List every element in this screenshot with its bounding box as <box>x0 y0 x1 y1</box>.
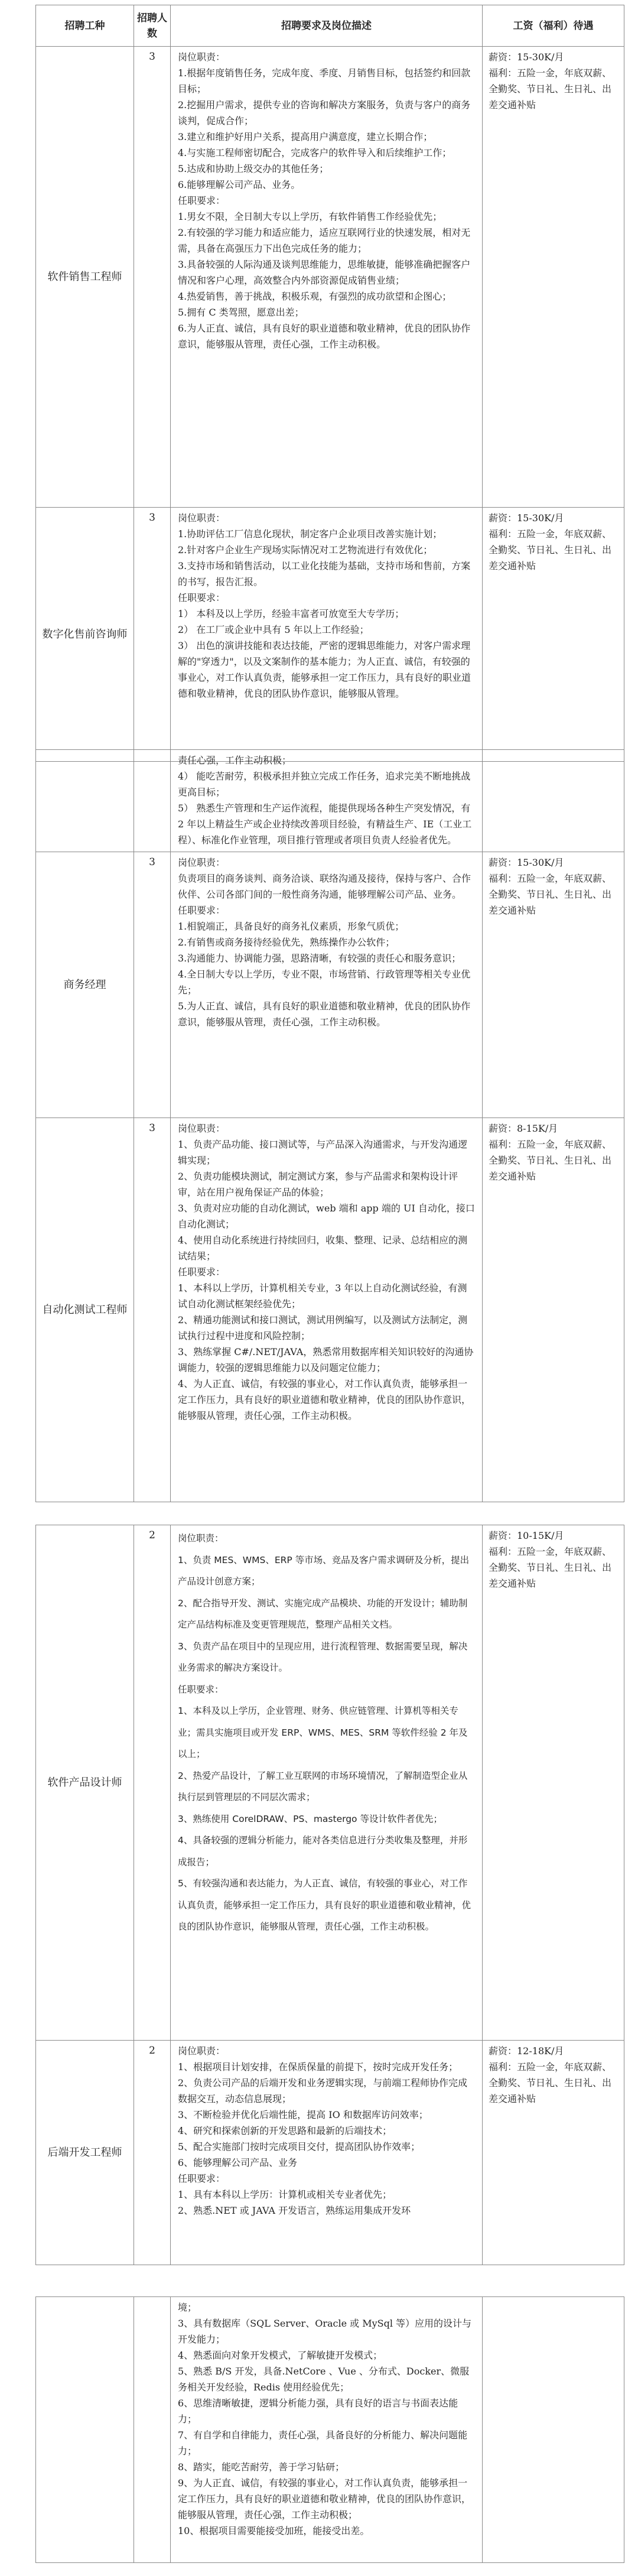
requirement-line: 任职要求： <box>178 592 226 603</box>
recruitment-table-page-3 <box>35 1525 624 2265</box>
job-requirements <box>171 852 483 1118</box>
requirement-line: 境； <box>178 2302 197 2313</box>
salary-line: 薪资：10-15K/月 <box>489 1530 564 1541</box>
job-salary <box>483 750 624 852</box>
requirement-line: 5.拥有 C 类驾照，愿意出差； <box>178 307 304 318</box>
requirement-line: 10、根据项目需要能接受加班，能接受出差。 <box>178 2525 370 2536</box>
requirement-line: 1、负责 MES、WMS、ERP 等市场、竞品及客户需求调研及分析，提出产品设计创意方案； <box>178 1554 470 1587</box>
job-headcount: 3 <box>134 508 171 762</box>
requirement-line: 4、研究和探索创新的开发思路和最新的后端技术； <box>178 2125 392 2136</box>
table-row <box>36 1118 624 1502</box>
requirement-line: 5.为人正直、诚信，具有良好的职业道德和敬业精神，优良的团队协作意识，能够服从管理，责任心强，工作主动积极。 <box>178 1000 471 1028</box>
requirement-line: 负责项目的商务谈判、商务洽谈、联络沟通及接待，保持与客户、合作伙伴、公司各部门间的一般性商务沟通，能够理解公司产品、业务。 <box>178 873 471 900</box>
requirement-line: 4） 能吃苦耐劳，积极承担并独立完成工作任务，追求完美不断地挑战更高目标； <box>178 771 471 798</box>
requirement-line: 1、本科以上学历，计算机相关专业，3 年以上自动化测试经验，有测试自动化测试框架经验优先； <box>178 1282 467 1310</box>
job-requirements <box>171 47 483 508</box>
job-requirements <box>171 750 483 852</box>
job-headcount <box>134 750 171 852</box>
requirement-line: 2、热爱产品设计，了解工业互联网的市场环境情况，了解制造型企业从执行层到管理层的不同层次需求； <box>178 1770 468 1802</box>
requirement-line: 任职要求： <box>178 2173 226 2184</box>
requirement-line: 4、具备较强的逻辑分析能力，能对各类信息进行分类收集及整理，并形成报告； <box>178 1835 468 1867</box>
job-title: 商务经理 <box>36 852 134 1118</box>
requirement-line: 4、为人正直、诚信，有较强的事业心，对工作认真负责，能够承担一定工作压力，具有良好的职业道德和敬业精神，优良的团队协作意识，能够服从管理，责任心强，工作主动积极。 <box>178 1378 471 1421</box>
requirement-line: 1.协助评估工厂信息化现状，制定客户企业项目改善实施计划； <box>178 528 442 540</box>
job-title: 数字化售前咨询师 <box>36 508 134 762</box>
requirement-line: 3、熟练掌握 C#/.NET/JAVA，熟悉常用数据库相关知识较好的沟通协调能力，较强的逻辑思维能力以及问题定位能力； <box>178 1346 474 1373</box>
job-headcount: 3 <box>134 852 171 1118</box>
header-job-type: 招聘工种 <box>36 5 134 47</box>
requirement-line: 2.挖掘用户需求，提供专业的咨询和解决方案服务，负责与客户的商务谈判，促成合作； <box>178 99 471 126</box>
requirement-line: 3） 出色的演讲技能和表达技能，严密的逻辑思维能力，对客户需求理解的"穿透力"，以及文案制作的基本能力；为人正直、诚信，有较强的事业心，对工作认真负责，能够承担一定工作压力，具有良好的职业道德和敬业精神，优良的团队协作意识，能够服从管理。 <box>178 640 471 699</box>
table-row <box>36 1525 624 2041</box>
job-requirements <box>171 1118 483 1502</box>
job-requirements <box>171 508 483 762</box>
requirement-line: 2.有较强的学习能力和适应能力，适应互联网行业的快速发展，相对无需，具备在高强压力下出色完成任务的能力； <box>178 227 471 254</box>
requirement-line: 岗位职责： <box>178 51 226 63</box>
job-headcount <box>134 2297 171 2563</box>
requirement-line: 任职要求： <box>178 195 226 206</box>
job-title <box>36 2297 134 2563</box>
table-row <box>36 852 624 1118</box>
requirement-line: 3、不断检验并优化后端性能，提高 IO 和数据库访问效率； <box>178 2109 428 2120</box>
requirement-line: 任职要求： <box>178 1266 226 1278</box>
job-salary <box>483 2041 624 2265</box>
table-row <box>36 47 624 508</box>
requirement-line: 7、有自学和自律能力，责任心强，具备良好的分析能力、解决问题能力； <box>178 2429 468 2457</box>
requirement-line: 5、熟悉 B/S 开发，具备.NetCore 、Vue 、分布式、Docker、微服务相关开发经验，Redis 使用经验优先； <box>178 2366 470 2393</box>
requirement-line: 岗位职责： <box>178 2045 226 2057</box>
requirement-line: 1、本科及以上学历，企业管理、财务、供应链管理、计算机等相关专业；需具实施项目或开发 ERP、WMS、MES、SRM 等软件经验 2 年及以上； <box>178 1706 468 1759</box>
table-row <box>36 2297 624 2563</box>
job-requirements <box>171 2297 483 2563</box>
requirement-line: 3.建立和维护好用户关系，提高用户满意度，建立长期合作； <box>178 131 433 142</box>
job-salary <box>483 47 624 508</box>
requirement-line: 4、熟悉面向对象开发模式，了解敏捷开发模式； <box>178 2350 383 2361</box>
requirement-line: 1） 本科及以上学历，经验丰富者可放宽至大专学历； <box>178 608 405 619</box>
job-title: 软件销售工程师 <box>36 47 134 508</box>
job-salary <box>483 2297 624 2563</box>
benefits-line: 福利：五险一金，年底双薪、全勤奖、节日礼、生日礼、出差交通补贴 <box>489 67 612 111</box>
job-salary <box>483 852 624 1118</box>
requirement-line: 5、有较强沟通和表达能力，为人正直、诚信，有较强的事业心，对工作认真负责，能够承担一定工作压力，具有良好的职业道德和敬业精神，优良的团队协作意识，能够服从管理，责任心强，工作主动积极。 <box>178 1878 471 1932</box>
requirement-line: 3、负责对应功能的自动化测试，web 端和 app 端的 UI 自动化，接口自动化测试； <box>178 1203 475 1230</box>
requirement-line: 2.有销售或商务接待经验优先，熟练操作办公软件； <box>178 937 395 948</box>
requirement-line: 2、负责公司产品的后端开发和业务逻辑实现，与前端工程师协作完成数据交互，动态信息展现； <box>178 2077 468 2104</box>
table-row <box>36 2041 624 2265</box>
requirement-line: 1.男女不限，全日制大专以上学历，有软件销售工作经验优先； <box>178 211 442 222</box>
requirement-line: 4、使用自动化系统进行持续回归，收集、整理、记录、总结相应的测试结果； <box>178 1235 468 1262</box>
requirement-line: 4.与实施工程师密切配合，完成客户的软件导入和后续维护工作； <box>178 147 452 158</box>
job-title: 软件产品设计师 <box>36 1525 134 2041</box>
requirement-line: 岗位职责： <box>178 857 226 868</box>
requirement-line: 岗位职责： <box>178 1123 226 1134</box>
table-header-row <box>36 5 624 47</box>
requirement-line: 3.具备较强的人际沟通及谈判思维能力，思维敏捷，能够准确把握客户情况和客户心理，高效整合内外部资源促成销售业绩； <box>178 259 471 286</box>
recruitment-table-page-4 <box>35 2296 624 2563</box>
requirement-line: 5） 熟悉生产管理和生产运作流程，能提供现场各种生产突发情况，有 2 年以上精益生产或企业持续改善项目经验，有精益生产、IE（工业工程）、标准化作业管理，项目推行管理或者项目负责人经验者优先。 <box>178 803 472 846</box>
benefits-line: 福利：五险一金，年底双薪、全勤奖、节日礼、生日礼、出差交通补贴 <box>489 1546 612 1589</box>
requirement-line: 2） 在工厂或企业中具有 5 年以上工作经验； <box>178 624 369 635</box>
benefits-line: 福利：五险一金，年底双薪、全勤奖、节日礼、生日礼、出差交通补贴 <box>489 2061 612 2104</box>
requirement-line: 任职要求： <box>178 1684 224 1695</box>
job-salary <box>483 508 624 762</box>
requirement-line: 9、为人正直、诚信，有较强的事业心，对工作认真负责，能够承担一定工作压力，具有良好的职业道德和敬业精神，优良的团队协作意识，能够服从管理，责任心强，工作主动积极； <box>178 2477 471 2520</box>
requirement-line: 1、负责产品功能、接口测试等，与产品深入沟通需求，与开发沟通逻辑实现； <box>178 1139 468 1166</box>
requirement-line: 1、具有本科以上学历：计算机或相关专业者优先； <box>178 2189 392 2200</box>
requirement-line: 1.相貌端正，具备良好的商务礼仪素质，形象气质优； <box>178 921 405 932</box>
recruitment-table-page-2 <box>35 749 624 1502</box>
header-requirements: 招聘要求及岗位描述 <box>171 5 483 47</box>
requirement-line: 8、踏实，能吃苦耐劳，善于学习钻研； <box>178 2461 345 2473</box>
requirement-line: 6.为人正直、诚信，具有良好的职业道德和敬业精神，优良的团队协作意识，能够服从管理，责任心强，工作主动积极。 <box>178 323 471 350</box>
job-requirements <box>171 1525 483 2041</box>
salary-line: 薪资：8-15K/月 <box>489 1123 558 1134</box>
requirement-line: 2、负责功能模块测试，制定测试方案，参与产品需求和架构设计评审，站在用户视角保证产品的体验； <box>178 1171 458 1198</box>
requirement-line: 责任心强，工作主动积极； <box>178 755 292 766</box>
requirement-line: 2、精通功能测试和接口测试，测试用例编写，以及测试方法制定，测试执行过程中进度和风险控制； <box>178 1314 468 1341</box>
requirement-line: 4.热爱销售，善于挑战，积极乐观，有强烈的成功欲望和企图心； <box>178 291 452 302</box>
requirement-line: 3、具有数据库（SQL Server、Oracle 或 MySql 等）应用的设计与开发能力； <box>178 2318 472 2345</box>
benefits-line: 福利：五险一金，年底双薪、全勤奖、节日礼、生日礼、出差交通补贴 <box>489 873 612 916</box>
requirement-line: 3、熟练使用 CorelDRAW、PS、mastergo 等设计软件者优先； <box>178 1813 442 1824</box>
job-requirements <box>171 2041 483 2265</box>
benefits-line: 福利：五险一金，年底双薪、全勤奖、节日礼、生日礼、出差交通补贴 <box>489 528 612 571</box>
requirement-line: 1.根据年度销售任务，完成年度、季度、月销售目标，包括签约和回款目标； <box>178 67 471 95</box>
salary-line: 薪资：15-30K/月 <box>489 512 564 524</box>
requirement-line: 任职要求： <box>178 905 226 916</box>
requirement-line: 1、根据项目计划安排，在保质保量的前提下，按时完成开发任务； <box>178 2061 458 2073</box>
table-row <box>36 750 624 852</box>
requirement-line: 6.能够理解公司产品、业务。 <box>178 179 301 190</box>
job-salary <box>483 1525 624 2041</box>
recruitment-table-page-1 <box>35 5 624 762</box>
job-title <box>36 750 134 852</box>
header-salary: 工资（福利）待遇 <box>483 5 624 47</box>
header-headcount: 招聘人数 <box>134 5 171 47</box>
requirement-line: 4.全日制大专以上学历，专业不限，市场营销、行政管理等相关专业优先； <box>178 969 471 996</box>
requirement-line: 3、负责产品在项目中的呈现应用，进行流程管理、数据需要呈现，解决业务需求的解决方案设计。 <box>178 1641 468 1673</box>
salary-line: 薪资：15-30K/月 <box>489 857 564 868</box>
requirement-line: 3.沟通能力、协调能力强，思路清晰，有较强的责任心和服务意识； <box>178 953 461 964</box>
requirement-line: 3.支持市场和销售活动，以工业化技能为基础，支持市场和售前，方案的书写，报告汇报。 <box>178 560 471 587</box>
requirement-line: 2.针对客户企业生产现场实际情况对工艺物流进行有效优化； <box>178 544 433 556</box>
job-salary <box>483 1118 624 1502</box>
requirement-line: 岗位职责： <box>178 1533 224 1544</box>
requirement-line: 2、配合指导开发、测试、实施完成产品模块、功能的开发设计；辅助制定产品结构标准及变更管理规范，整理产品相关文档。 <box>178 1597 468 1630</box>
job-headcount: 2 <box>134 2041 171 2265</box>
table-row <box>36 508 624 762</box>
requirement-line: 5、配合实施部门按时完成项目交付，提高团队协作效率； <box>178 2141 421 2152</box>
job-headcount: 3 <box>134 47 171 508</box>
job-title: 自动化测试工程师 <box>36 1118 134 1502</box>
salary-line: 薪资：12-18K/月 <box>489 2045 564 2057</box>
job-headcount: 3 <box>134 1118 171 1502</box>
salary-line: 薪资：15-30K/月 <box>489 51 564 63</box>
requirement-line: 6、能够理解公司产品、业务 <box>178 2157 298 2168</box>
job-headcount: 2 <box>134 1525 171 2041</box>
job-title: 后端开发工程师 <box>36 2041 134 2265</box>
requirement-line: 5.达成和协助上级交办的其他任务； <box>178 163 329 174</box>
requirement-line: 2、熟悉.NET 或 JAVA 开发语言，熟练运用集成开发环 <box>178 2205 411 2216</box>
benefits-line: 福利：五险一金，年底双薪、全勤奖、节日礼、生日礼、出差交通补贴 <box>489 1139 612 1182</box>
requirement-line: 6、思维清晰敏捷，逻辑分析能力强，具有良好的语言与书面表达能力； <box>178 2398 458 2425</box>
requirement-line: 岗位职责： <box>178 512 226 524</box>
